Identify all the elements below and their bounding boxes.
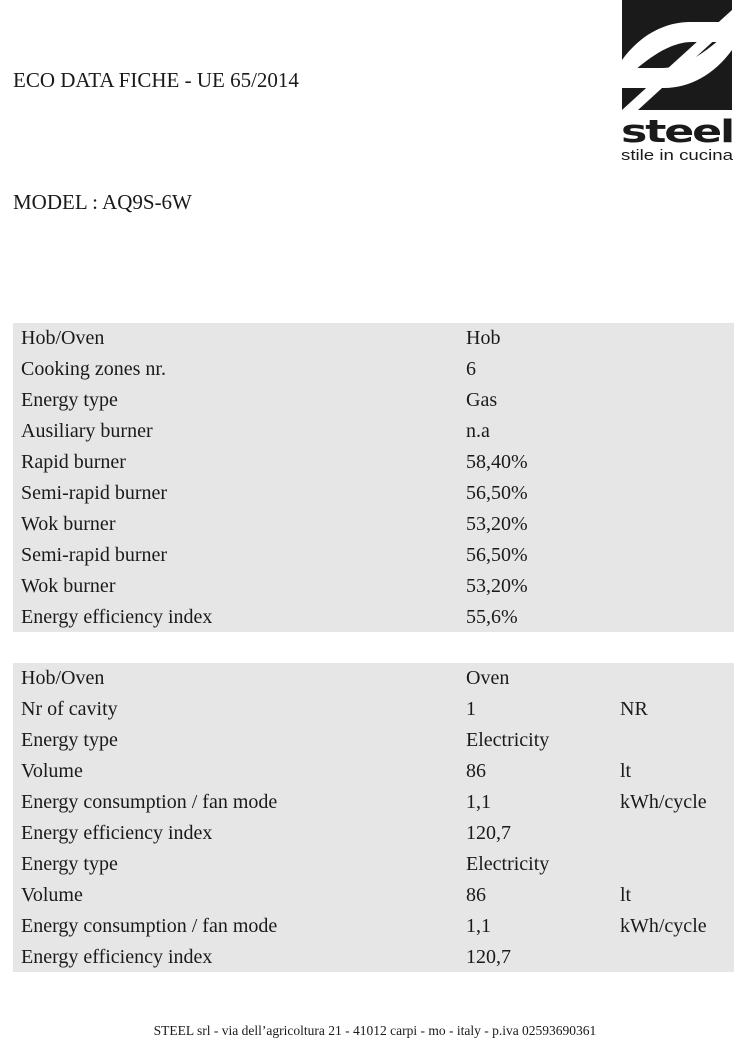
row-value: Hob [466,327,501,349]
table-row [13,726,734,757]
row-value: 1,1 [466,791,491,813]
logo-wordmark: steel [621,114,733,150]
table-row [13,788,734,819]
row-value: 53,20% [466,513,528,535]
row-label: Semi-rapid burner [21,544,168,566]
table-row [13,417,734,448]
row-unit: lt [620,884,632,906]
row-value: 56,50% [466,482,528,504]
model-label: MODEL : AQ9S-6W [13,190,192,214]
row-label: Energy type [21,853,118,875]
footer-company-info: STEEL srl - via dell’agricoltura 21 - 41012 carpi - mo - italy - p.iva 02593690361 [153,1023,597,1038]
row-label: Volume [21,884,83,906]
table-row [13,603,734,634]
steel-logo [620,0,734,165]
table-row [13,695,734,726]
row-label: Energy efficiency index [21,822,213,844]
table-row [13,881,734,912]
row-unit: kWh/cycle [620,791,707,813]
row-value: Gas [466,389,498,411]
row-value: 56,50% [466,544,528,566]
row-label: Wok burner [21,513,116,535]
row-label: Hob/Oven [21,327,105,349]
row-value: 1 [466,698,476,720]
table-row [13,355,734,386]
row-value: Electricity [466,853,550,875]
table-row [13,448,734,479]
row-value: 1,1 [466,915,491,937]
row-label: Wok burner [21,575,116,597]
table-row [13,943,734,974]
row-unit: kWh/cycle [620,915,707,937]
row-unit: NR [620,698,648,720]
table-row [13,386,734,417]
row-label: Energy type [21,729,118,751]
table-row [13,510,734,541]
row-value: 120,7 [466,946,511,968]
document-title: ECO DATA FICHE - UE 65/2014 [13,68,299,92]
row-label: Hob/Oven [21,667,105,689]
row-label: Ausiliary burner [21,420,153,442]
row-label: Energy efficiency index [21,606,213,628]
table-row [13,819,734,850]
hob-data-table [13,323,734,632]
row-label: Energy type [21,389,118,411]
row-value: Oven [466,667,510,689]
row-value: n.a [466,420,490,442]
row-value: 58,40% [466,451,528,473]
table-row [13,572,734,603]
row-label: Rapid burner [21,451,126,473]
row-value: 86 [466,760,486,782]
row-label: Volume [21,760,83,782]
row-label: Energy efficiency index [21,946,213,968]
row-value: 53,20% [466,575,528,597]
row-value: 6 [466,358,476,380]
row-value: 55,6% [466,606,518,628]
table-row [13,324,734,355]
row-value: Electricity [466,729,550,751]
logo-tagline: stile in cucina [621,148,734,164]
row-label: Semi-rapid burner [21,482,168,504]
row-label: Energy consumption / fan mode [21,915,278,937]
row-label: Cooking zones nr. [21,358,166,380]
table-row [13,757,734,788]
table-row [13,664,734,695]
row-unit: lt [620,760,632,782]
table-row [13,912,734,943]
row-label: Nr of cavity [21,698,118,720]
row-value: 86 [466,884,486,906]
table-row [13,479,734,510]
row-value: 120,7 [466,822,511,844]
table-row [13,541,734,572]
row-label: Energy consumption / fan mode [21,791,278,813]
oven-data-table [13,663,734,972]
table-row [13,850,734,881]
